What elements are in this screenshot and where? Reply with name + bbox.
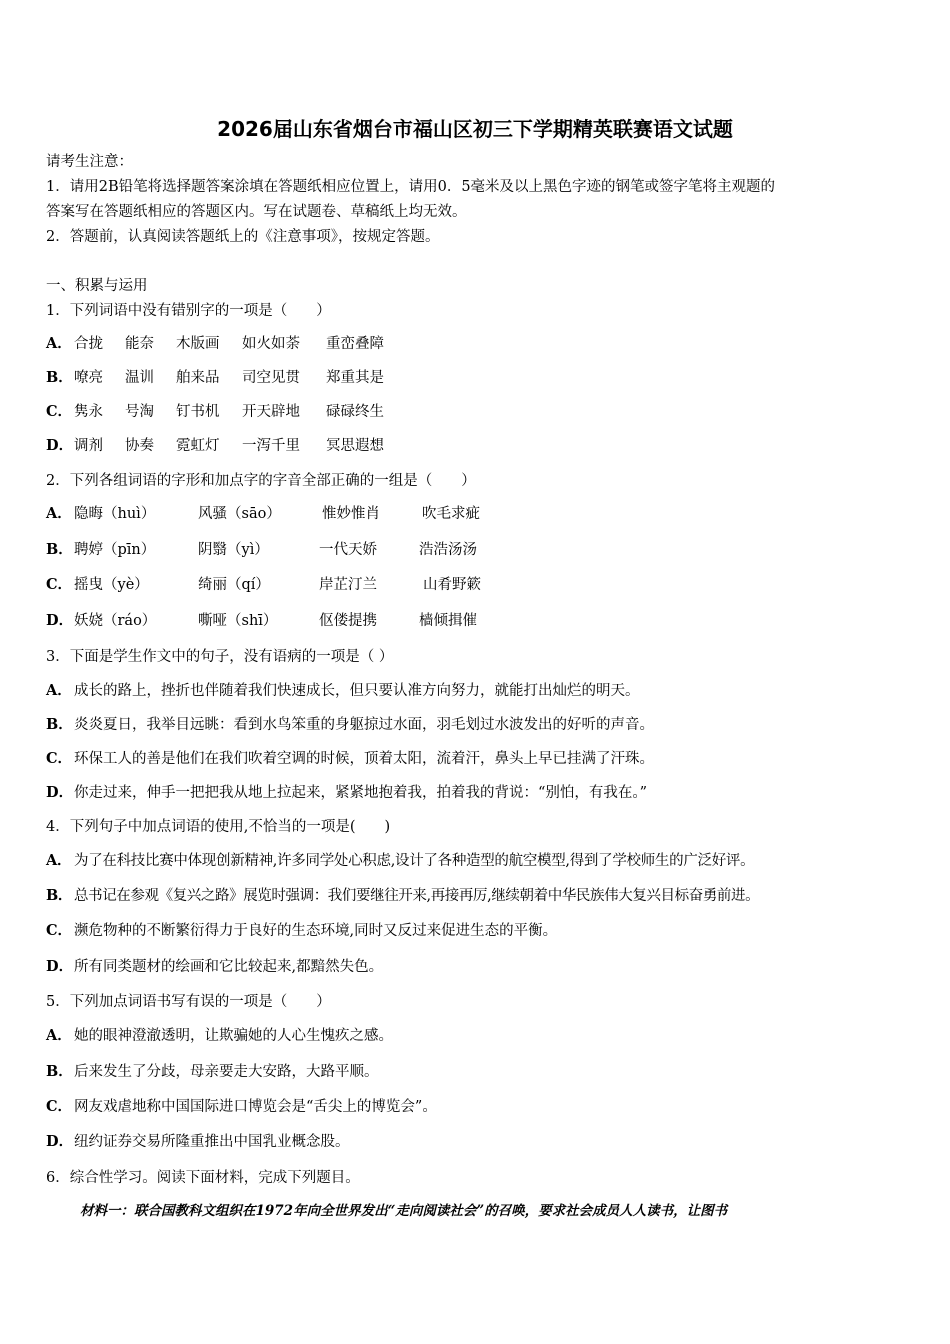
word: 山肴野簌 [423,577,481,593]
option-text: 网友戏虐地称中国国际进口博览会是“舌尖上的博览会”。 [74,1099,437,1115]
option-text: 所有同类题材的绘画和它比较起来,都黯然失色。 [74,959,384,975]
question-5-option-c [46,1097,896,1117]
option-label: D． [46,958,74,975]
question-1-option-d [46,436,896,456]
word: 一代天娇 [319,542,377,558]
option-label: C． [46,922,73,939]
question-3-stem: 3．下面是学生作文中的句子，没有语病的一项是（ ） [46,649,394,665]
option-label: B． [46,887,72,904]
word: 阴翳（yì） [198,542,269,558]
question-1-option-a [46,334,896,354]
word: 岸芷汀兰 [319,577,377,593]
word: 开天辟地 [242,404,300,420]
word: 妖娆（ráo） [74,613,157,629]
question-4-stem: 4．下列句子中加点词语的使用,不恰当的一项是( ) [46,819,391,835]
page-title: 2026届山东省烟台市福山区初三下学期精英联赛语文试题 [217,117,733,141]
word: 温训 [125,370,154,386]
question-4-option-d [46,957,896,977]
notice-heading: 请考生注意： [46,154,133,170]
question-1-option-c [46,402,896,422]
option-text: 你走过来，伸手一把把我从地上拉起来，紧紧地抱着我，拍着我的背说：“别怕，有我在。” [74,785,648,801]
word: 惟妙惟肖 [322,506,380,522]
word: 能奈 [125,336,154,352]
question-2-option-b [46,540,896,560]
word: 钉书机 [176,404,220,420]
option-text: 为了在科技比赛中体现创新精神,许多同学处心积虑,设计了各种造型的航空模型,得到了学校师生的广泛好评。 [74,853,755,869]
option-label: B． [46,1063,73,1080]
option-label: B． [46,369,73,386]
question-2-option-a [46,504,896,524]
question-3-option-b [46,715,896,735]
question-2-option-c [46,575,896,595]
word: 浩浩汤汤 [419,542,477,558]
word: 伛偻提携 [319,613,377,629]
word: 一泻千里 [242,438,300,454]
word: 摇曳（yè） [74,577,149,593]
option-label: D． [46,437,74,454]
word: 司空见贯 [242,370,300,386]
question-3-option-a [46,681,896,701]
option-label: A． [46,852,72,869]
question-3-option-c [46,749,896,769]
option-label: B． [46,716,73,733]
word: 樯倾揖催 [419,613,477,629]
notice-item-1: 1．请用2B铅笔将选择题答案涂填在答题纸相应位置上，请用0．5毫米及以上黑色字迹的钢笔或签字笔将主观题的 [46,179,776,195]
question-1-stem: 1．下列词语中没有错别字的一项是（ ） [46,303,331,319]
word: 碌碌终生 [326,404,384,420]
option-label: C． [46,750,73,767]
question-5-option-d [46,1132,896,1152]
question-2-option-d [46,611,896,631]
option-text: 她的眼神澄澈透明，让欺骗她的人心生愧疚之感。 [74,1028,393,1044]
option-label: B． [46,541,73,558]
option-text: 环保工人的善是他们在我们吹着空调的时候，顶着太阳，流着汗，鼻头上早已挂满了汗珠。 [74,751,654,767]
word: 协奏 [125,438,154,454]
question-1-option-b [46,368,896,388]
word: 风骚（sāo） [198,506,281,522]
word: 调剂 [74,438,103,454]
option-label: A． [46,682,72,699]
question-5-stem: 5．下列加点词语书写有误的一项是（ ） [46,994,331,1010]
word: 冥思遐想 [326,438,384,454]
option-text: 后来发生了分歧，母亲要走大安路，大路平顺。 [74,1064,379,1080]
word: 木版画 [176,336,220,352]
option-text: 总书记在参观《复兴之路》展览时强调：我们要继往开来,再接再厉,继续朝着中华民族伟大复兴目标奋勇前进。 [74,888,760,904]
section-heading: 一、积累与运用 [46,278,148,294]
material-1: 材料一：联合国教科文组织在1972年向全世界发出“走向阅读社会”的召唤，要求社会成员人人读书，让图书 [80,1203,728,1219]
question-6-stem: 6．综合性学习。阅读下面材料，完成下列题目。 [46,1170,360,1186]
word: 吹毛求疵 [422,506,480,522]
word: 郑重其是 [326,370,384,386]
word: 舶来品 [176,370,220,386]
option-label: D． [46,1133,74,1150]
option-text: 炎炎夏日，我举目远眺：看到水鸟笨重的身躯掠过水面，羽毛划过水波发出的好听的声音。 [74,717,654,733]
word: 嘶哑（shī） [198,613,278,629]
question-4-option-a [46,851,896,871]
option-label: C． [46,1098,73,1115]
word: 号淘 [125,404,154,420]
notice-item-2: 2．答题前，认真阅读答题纸上的《注意事项》，按规定答题。 [46,229,440,245]
option-label: C． [46,576,73,593]
option-label: A． [46,1027,72,1044]
word: 合拢 [74,336,103,352]
word: 霓虹灯 [176,438,220,454]
option-text: 纽约证券交易所隆重推出中国乳业概念股。 [74,1134,350,1150]
word: 隽永 [74,404,103,420]
word: 隐晦（huì） [74,506,156,522]
question-3-option-d [46,783,896,803]
question-4-option-c [46,921,896,941]
option-label: A． [46,335,72,352]
question-2-stem: 2．下列各组词语的字形和加点字的字音全部正确的一组是（ ） [46,473,476,489]
option-label: A． [46,505,72,522]
word: 绮丽（qí） [198,577,270,593]
word: 如火如荼 [242,336,300,352]
question-5-option-a [46,1026,896,1046]
option-text: 成长的路上，挫折也伴随着我们快速成长，但只要认准方向努力，就能打出灿烂的明天。 [74,683,640,699]
option-label: C． [46,403,73,420]
notice-item-1-cont: 答案写在答题纸相应的答题区内。写在试题卷、草稿纸上均无效。 [46,204,467,220]
option-label: D． [46,784,74,801]
question-4-option-b [46,886,896,906]
word: 聘婷（pīn） [74,542,156,558]
option-text: 濒危物种的不断繁衍得力于良好的生态环境,同时又反过来促进生态的平衡。 [74,923,558,939]
word: 重峦叠障 [326,336,384,352]
option-label: D． [46,612,74,629]
word: 嘹亮 [74,370,103,386]
question-5-option-b [46,1062,896,1082]
